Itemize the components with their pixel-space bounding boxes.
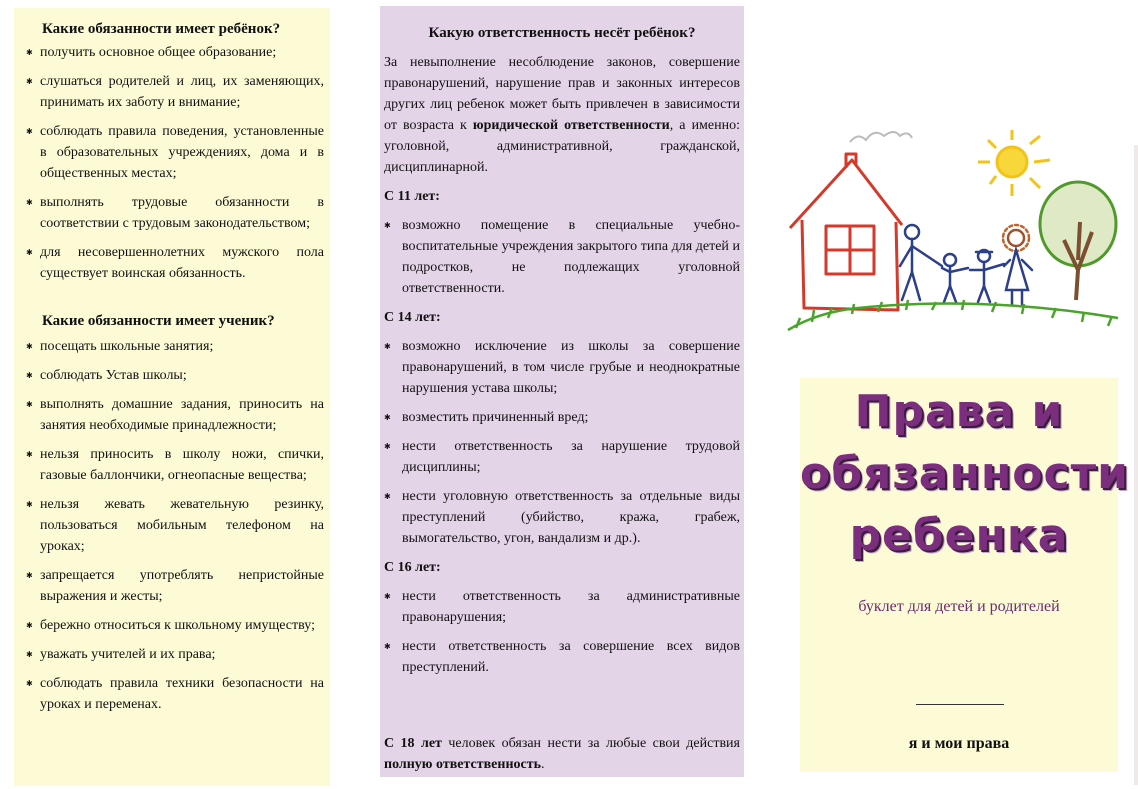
house-drawing [790,154,902,310]
child-duties-heading: Какие обязанности имеет ребёнок? [42,21,281,37]
list-item: ✱ слушаться родителей и лиц, их заменяющих, принимать их заботу и внимание; [26,71,324,113]
family-drawing [782,120,1122,345]
age-14-heading: С 14 лет: [384,310,441,325]
intro-bold-text: юридической ответственности [472,118,670,133]
age-16-list [384,586,740,678]
list-item: ✱ выполнять домашние задания, приносить на занятия необходимые принадлежности; [26,394,324,436]
list-item: ✱ соблюдать правила поведения, установленные в образовательных учреждениях, дома и в общественных местах; [26,121,324,184]
duties-panel [14,8,330,786]
responsibility-panel [380,6,744,777]
tree-drawing [1040,182,1116,300]
list-item: ✱ для несовершеннолетних мужского пола существует воинская обязанность. [26,242,324,284]
responsibility-intro [384,52,740,178]
child-duties-section [26,20,324,284]
list-item: ✱ нести уголовную ответственность за отдельные виды преступлений (убийство, кража, грабеж, вымогательство, угон, вандализм и др.). [384,486,740,549]
list-item: ✱ возместить причиненный вред; [384,407,740,428]
smoke-scribble [850,132,912,142]
sun-drawing [978,130,1050,196]
list-item: ✱ нельзя жевать жевательную резинку, пользоваться мобильным телефоном на уроках; [26,494,324,557]
list-item: ✱ выполнять трудовые обязанности в соответствии с трудовым законодательством; [26,192,324,234]
list-item: ✱ бережно относиться к школьному имуществу; [26,615,324,636]
full-responsibility-bold: полную ответственность [384,757,542,772]
age-18-end: . [541,757,545,772]
list-item: ✱ нести ответственность за совершение всех видов преступлений. [384,636,740,678]
list-item: ✱ нести ответственность за административные правонарушения; [384,586,740,628]
list-item: ✱ соблюдать Устав школы; [26,365,324,386]
list-item: ✱ запрещается употреблять непристойные выражения и жесты; [26,565,324,607]
cover-panel [800,378,1129,772]
list-item: ✱ получить основное общее образование; [26,42,324,63]
list-item: ✱ соблюдать правила техники безопасности на уроках и переменах. [26,673,324,715]
age-16-heading: С 16 лет: [384,560,441,575]
booklet-subtitle: буклет для детей и родителей [858,598,1060,615]
title-line-3: ребенка [849,510,1069,561]
page-edge-strip [1134,145,1138,785]
title-line-1: Права и [854,386,1064,437]
responsibility-heading: Какую ответственность несёт ребёнок? [428,25,696,41]
list-item: ✱ возможно помещение в специальные учебно-воспитательные учреждения закрытого типа для детей и подростков, не подлежащих уголовной ответственности. [384,215,740,299]
list-item: ✱ нельзя приносить в школу ножи, спички, газовые баллончики, огнеопасные вещества; [26,444,324,486]
pupil-duties-list [26,336,324,715]
list-item: ✱ возможно исключение из школы за совершение правонарушений, в том числе грубые и неоднократные нарушения устава школы; [384,336,740,399]
pupil-duties-heading: Какие обязанности имеет ученик? [42,313,275,329]
child-duties-list [26,42,324,284]
list-item: ✱ уважать учителей и их права; [26,644,324,665]
list-item: ✱ посещать школьные занятия; [26,336,324,357]
title-line-2: обязанности [800,448,1129,499]
pupil-duties-section [26,312,324,715]
cover-footer: я и мои права [908,735,1010,752]
age-11-heading: С 11 лет: [384,189,440,204]
age-18-bold: С 18 лет [384,736,442,751]
intro-text: За невыполнение несоблюдение законов, совершение правонарушений, нарушение прав и законных интересов других лиц ребенок может быть привлечен в зависимости от возраста к [384,55,740,133]
list-item: ✱ нести ответственность за нарушение трудовой дисциплины; [384,436,740,478]
grass-drawing [788,300,1118,330]
age-18-text: человек обязан нести за любые свои действия [441,736,740,751]
age-18-statement [384,733,740,775]
age-14-list [384,336,740,549]
divider-line [916,704,1004,705]
intro-text-end: , а именно: уголовной, административной, гражданской, дисциплинарной. [384,118,741,175]
family-figures [900,225,1032,304]
age-11-list [384,215,740,299]
